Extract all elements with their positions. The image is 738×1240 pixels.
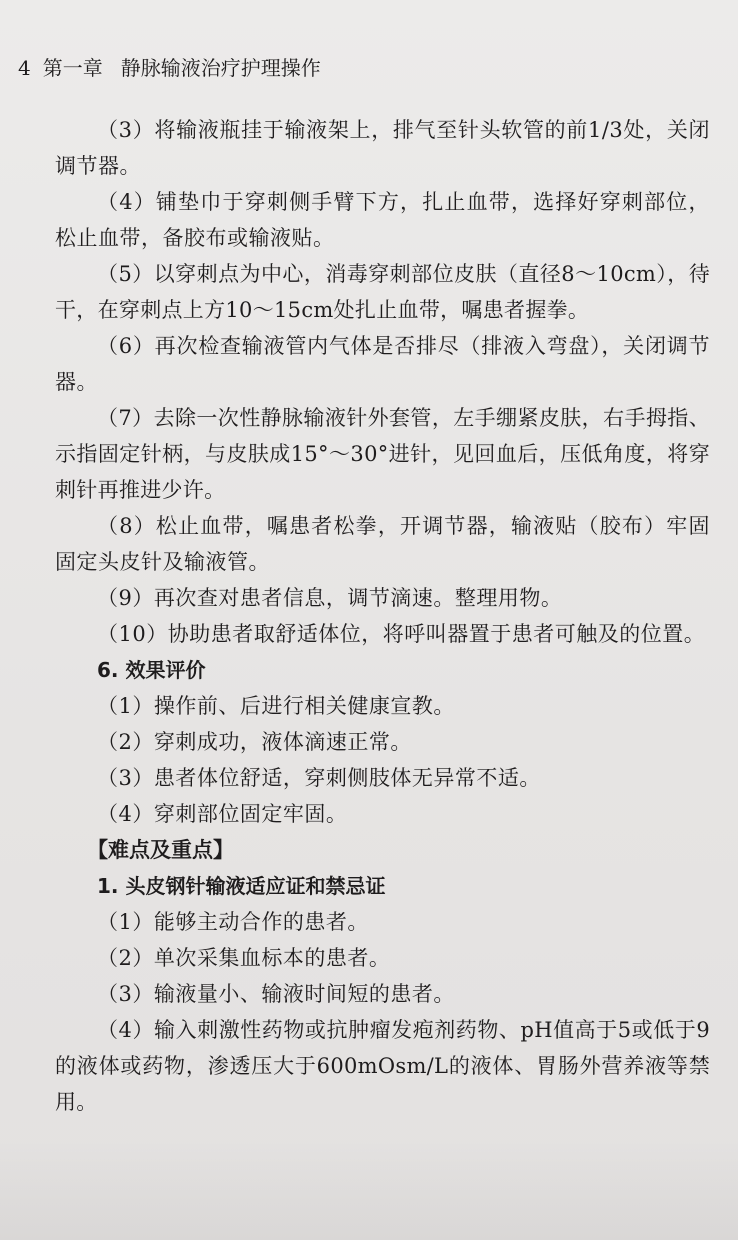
step-9-paragraph: （9）再次查对患者信息，调节滴速。整理用物。 — [97, 586, 563, 610]
step-4-paragraph: （4）铺垫巾于穿刺侧手臂下方，扎止血带，选择好穿刺部位，松止血带，备胶布或输液贴。 — [55, 190, 710, 250]
step-5-paragraph: （5）以穿刺点为中心，消毒穿刺部位皮肤（直径8～10cm），待干，在穿刺点上方10～15cm处扎止血带，嘱患者握拳。 — [55, 262, 710, 322]
key-points-heading: 【难点及重点】 — [87, 838, 234, 862]
evaluation-item: （3）患者体位舒适，穿刺侧肢体无异常不适。 — [97, 766, 541, 790]
step-10-paragraph: （10）协助患者取舒适体位，将呼叫器置于患者可触及的位置。 — [97, 622, 706, 646]
evaluation-item: （4）穿刺部位固定牢固。 — [97, 802, 348, 826]
step-6-paragraph: （6）再次检查输液管内气体是否排尽（排液入弯盘），关闭调节器。 — [55, 334, 710, 394]
indication-item: （1）能够主动合作的患者。 — [97, 910, 369, 934]
evaluation-item: （2）穿刺成功，液体滴速正常。 — [97, 730, 412, 754]
evaluation-item: （1）操作前、后进行相关健康宣教。 — [97, 694, 455, 718]
running-header — [18, 54, 321, 82]
indication-item: （2）单次采集血标本的患者。 — [97, 946, 391, 970]
page-content — [55, 112, 710, 1120]
subsection-1-heading: 1. 头皮钢针输液适应证和禁忌证 — [97, 874, 386, 898]
step-7-paragraph: （7）去除一次性静脉输液针外套管，左手绷紧皮肤，右手拇指、示指固定针柄，与皮肤成15°～30°进针，见回血后，压低角度，将穿刺针再推进少许。 — [55, 406, 710, 502]
page-bottom-shadow — [0, 1140, 738, 1240]
section-6-heading: 6. 效果评价 — [97, 658, 206, 682]
chapter-title: 静脉输液治疗护理操作 — [120, 56, 321, 80]
step-3-paragraph: （3）将输液瓶挂于输液架上，排气至针头软管的前1/3处，关闭调节器。 — [55, 118, 710, 178]
chapter-label: 第一章 — [42, 56, 103, 80]
indication-item: （4）输入刺激性药物或抗肿瘤发疱剂药物、pH值高于5或低于9的液体或药物，渗透压大于600mOsm/L的液体、胃肠外营养液等禁用。 — [55, 1018, 710, 1114]
step-8-paragraph: （8）松止血带，嘱患者松拳，开调节器，输液贴（胶布）牢固固定头皮针及输液管。 — [55, 514, 710, 574]
page-number: 4 — [18, 56, 31, 80]
indication-item: （3）输液量小、输液时间短的患者。 — [97, 982, 455, 1006]
